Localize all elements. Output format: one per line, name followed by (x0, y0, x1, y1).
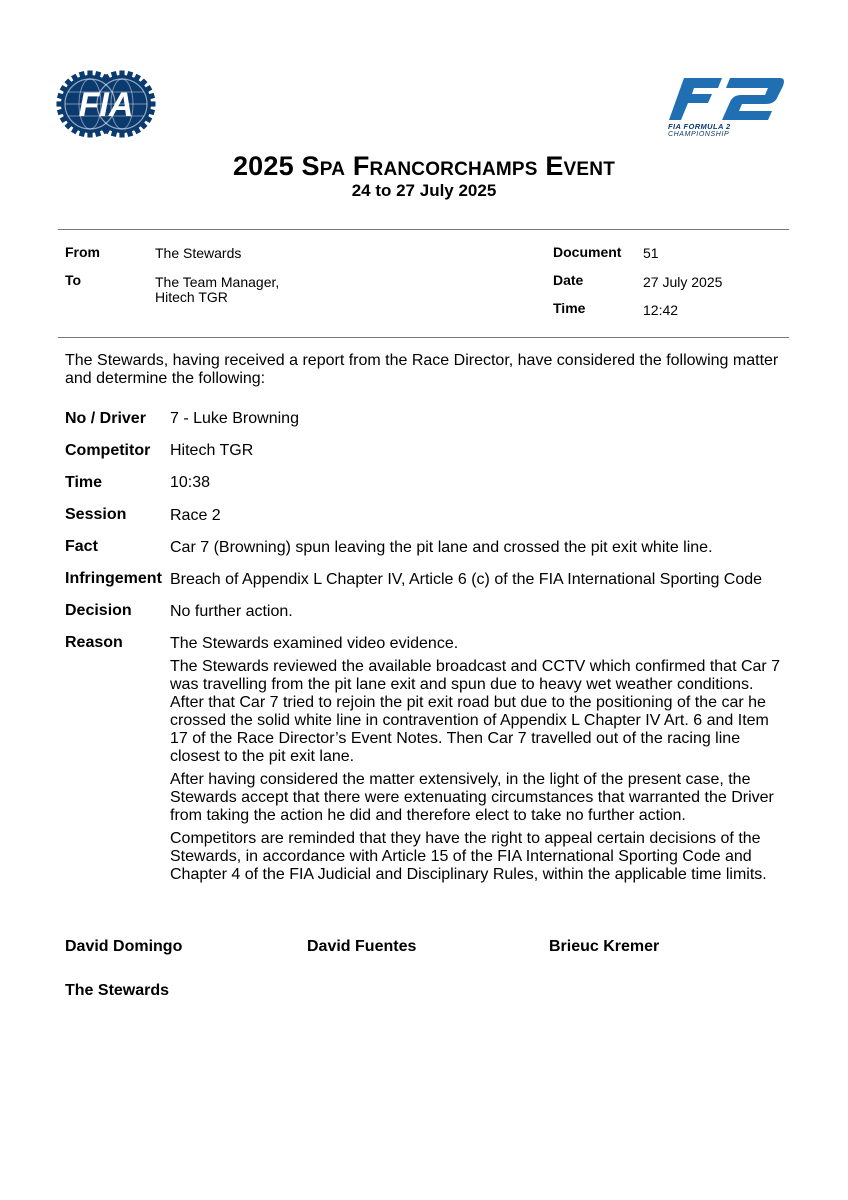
infringement-value: Breach of Appendix L Chapter IV, Article 6 (c) of the FIA International Sporting Code (170, 571, 763, 588)
stewards-signoff: The Stewards (65, 982, 170, 999)
competitor-label: Competitor (65, 442, 151, 459)
fact-label: Fact (65, 538, 98, 555)
infringement-label: Infringement (65, 570, 162, 587)
fact-value: Car 7 (Browning) spun leaving the pit lane and crossed the pit exit white line. (170, 539, 713, 556)
to-label: To (65, 272, 82, 288)
intro-text: The Stewards, having received a report from the Race Director, have considered the following matter and determine the following: (65, 352, 779, 387)
header-divider-bottom (58, 337, 789, 338)
fia-logo (56, 70, 156, 138)
decision-label: Decision (65, 602, 132, 619)
session-value: Race 2 (170, 507, 221, 524)
page-title: 2025 Spa Francorchamps Event (232, 151, 616, 181)
f2-logo-line1: FIA FORMULA 2 (668, 122, 731, 131)
document-value: 51 (643, 245, 659, 261)
document-label: Document (553, 244, 622, 260)
to-value-line2: Hitech TGR (155, 289, 228, 305)
time-value: 12:42 (643, 302, 679, 318)
fia-logo-text: FIA (78, 86, 134, 124)
f2-logo-line2: CHAMPIONSHIP (668, 131, 730, 136)
date-label: Date (553, 272, 584, 288)
from-label: From (65, 244, 100, 260)
date-value: 27 July 2025 (643, 274, 723, 290)
steward-name-3: Brieuc Kremer (549, 938, 660, 955)
steward-name-2: David Fuentes (307, 938, 417, 955)
header-divider-top (58, 229, 789, 230)
reason-paragraph-1: The Stewards examined video evidence. (170, 635, 459, 652)
steward-name-1: David Domingo (65, 938, 183, 955)
reason-paragraph-3: After having considered the matter extensively, in the light of the present case, the Stewards accept that there were extenuating circumstances that warranted the Driver from taking the action he did and therefore elect to take no further action. (170, 771, 774, 824)
f2-championship-logo (664, 74, 786, 136)
to-value-line1: The Team Manager, (155, 274, 280, 290)
time-label: Time (553, 300, 586, 316)
incident-time-label: Time (65, 474, 103, 491)
reason-paragraph-4: Competitors are reminded that they have the right to appeal certain decisions of the Stewards, in accordance with Article 15 of the FIA International Sporting Code and Chapter 4 of the FIA Judicial and Disciplinary Rules, within the applicable time limits. (170, 830, 767, 883)
incident-time-value: 10:38 (170, 474, 211, 491)
driver-label: No / Driver (65, 410, 146, 427)
driver-value: 7 - Luke Browning (170, 410, 299, 427)
reason-paragraph-2: The Stewards reviewed the available broadcast and CCTV which confirmed that Car 7 was travelling from the pit lane exit and spun due to heavy wet weather conditions. After that Car 7 tried to rejoin the pit exit road but due to the positioning of the car he crossed the solid white line in contravention of Appendix L Chapter IV Art. 6 and Item 17 of the Race Director’s Event Notes. Then Car 7 travelled out of the racing line closest to the pit exit lane. (170, 658, 781, 765)
event-dates: 24 to 27 July 2025 (351, 181, 497, 200)
reason-label: Reason (65, 634, 123, 651)
decision-value: No further action. (170, 603, 293, 620)
competitor-value: Hitech TGR (170, 442, 254, 459)
session-label: Session (65, 506, 127, 523)
from-value: The Stewards (155, 245, 242, 261)
